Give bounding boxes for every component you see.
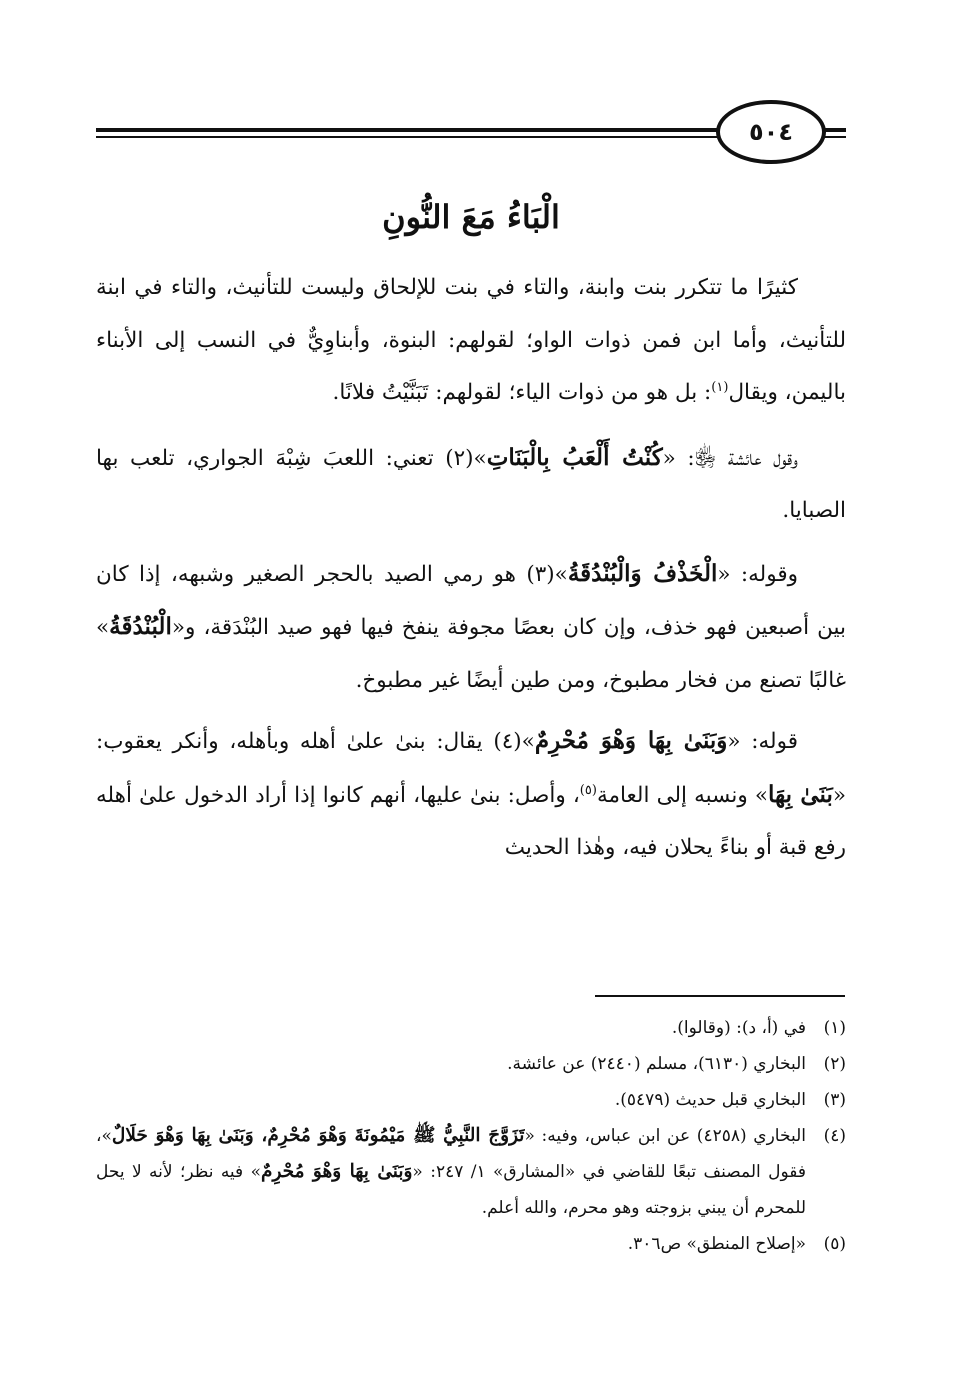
hadith-quote: وَبَنَىٰ بِهَا وَهْوَ مُحْرِمٌ	[260, 1161, 413, 1182]
footnotes	[96, 1010, 846, 1262]
page-number-oval	[716, 100, 826, 164]
paragraph	[96, 432, 846, 538]
footnote-number: (٢)	[823, 1054, 846, 1074]
text-run: »(٣)	[526, 561, 568, 587]
paragraph	[96, 262, 846, 420]
text-run: »(٤)	[493, 729, 535, 754]
text-run: هو رمي الصيد بالحجر الصغير وشبهه، إذا كان بين أصبعين فهو خذف، وإن كان بعصًا مجوفة ينفخ فيها فهو صيد البُنْدَقة، و«	[96, 561, 846, 640]
footnote-text	[96, 1118, 806, 1226]
footnote	[96, 1082, 846, 1118]
footnote	[96, 1118, 846, 1226]
footnote-number: (٥)	[823, 1234, 846, 1254]
section-title: الْبَاءُ مَعَ النُّونِ	[382, 198, 560, 236]
main-text	[96, 262, 846, 887]
hadith-quote: وَبَنَىٰ بِهَا وَهْوَ مُحْرِمٌ	[534, 727, 728, 754]
paragraph	[96, 548, 846, 708]
footnote-number: (٣)	[823, 1090, 846, 1110]
footnote-text: البخاري قبل حديث (٥٤٧٩).	[614, 1090, 806, 1110]
footnote-number: (٤)	[823, 1126, 846, 1146]
footnote-text: البخاري (٦١٣٠)، مسلم (٢٤٤٠) عن عائشة.	[507, 1054, 806, 1074]
footnote	[96, 1046, 846, 1082]
header-rule-thick	[96, 128, 746, 132]
hadith-quote: الْبُنْدُقَةُ	[109, 613, 172, 640]
text-run: » فيه نظر؛ لأنه لا يحل للمحرم أن يبني بزوجته وهو محرم، والله أعلم.	[96, 1162, 806, 1218]
text-run: »(٢)	[445, 445, 487, 471]
text-run: »، فقول المصنف تبعًا للقاضي في «المشارق» ١/ ٢٤٧: «	[96, 1126, 806, 1182]
hadith-quote: كُنْتُ أَلْعَبُ بِالْبَنَاتِ	[486, 443, 663, 471]
text-run: يقال: بنىٰ علىٰ أهله وبأهله، وأنكر يعقوب: «	[96, 729, 847, 808]
hadith-quote: تَزَوَّجَ النَّبِيُّ ﷺ مَيْمُونَةَ وَهْوَ مُحْرِمٌ، وَبَنَىٰ بِهَا وَهْوَ حَلَالٌ	[111, 1125, 525, 1146]
footnote-number: (١)	[823, 1018, 846, 1038]
footnote	[96, 1226, 846, 1262]
footnote-text: في (أ، د): (وقالوا).	[671, 1018, 806, 1038]
text-run: قوله: «	[727, 729, 798, 754]
page-number: ٥٠٤	[749, 118, 793, 146]
text-run: » ونسبه إلى العامة	[596, 782, 769, 808]
footnote-separator	[595, 995, 845, 997]
paragraph	[96, 715, 846, 875]
text-run: » غالبًا تصنع من فخار مطبوخ، ومن طين أيضًا غير مطبوخ.	[96, 615, 846, 693]
footnote-ref: (١)	[711, 379, 729, 395]
hadith-quote: بَنَىٰ بِهَا	[768, 780, 833, 808]
page-header	[96, 98, 846, 168]
footnote-text: «إصلاح المنطق» ص٣٠٦.	[627, 1234, 806, 1254]
text-run: البخاري (٤٢٥٨) عن ابن عباس، وفيه: «	[524, 1126, 806, 1146]
text-run: تعني: اللعبَ شِبْهَ الجواري، تلعب بها الصبايا.	[96, 445, 846, 523]
text-run: ، وأصل: بنىٰ عليها، أنهم كانوا إذا أراد الدخول علىٰ أهله رفع قبة أو بناءً يحلان فيه، وهٰذا الحديث	[96, 782, 846, 860]
text-run: وقوله: «	[717, 561, 798, 587]
text-run: وقول عائشة ﵂: «	[662, 445, 798, 471]
text-run: كثيرًا ما تتكرر بنت وابنة، والتاء في بنت للإلحاق وليست للتأنيث، والتاء في ابنة للتأنيث، وأما ابن فمن ذوات الواو؛ لقولهم: البنوة، وأبناوِيٌّ في النسب إلى الأبناء باليمن، ويقال	[96, 275, 846, 405]
header-rule-thin	[96, 136, 746, 138]
footnote-ref: (٥)	[579, 782, 597, 798]
hadith-quote: الْخَذْفُ وَالْبُنْدُقَةُ	[567, 559, 718, 587]
footnote	[96, 1010, 846, 1046]
text-run: : بل هو من ذوات الياء؛ لقولهم: تَبَنَّيْتُ فلانًا.	[332, 380, 712, 405]
